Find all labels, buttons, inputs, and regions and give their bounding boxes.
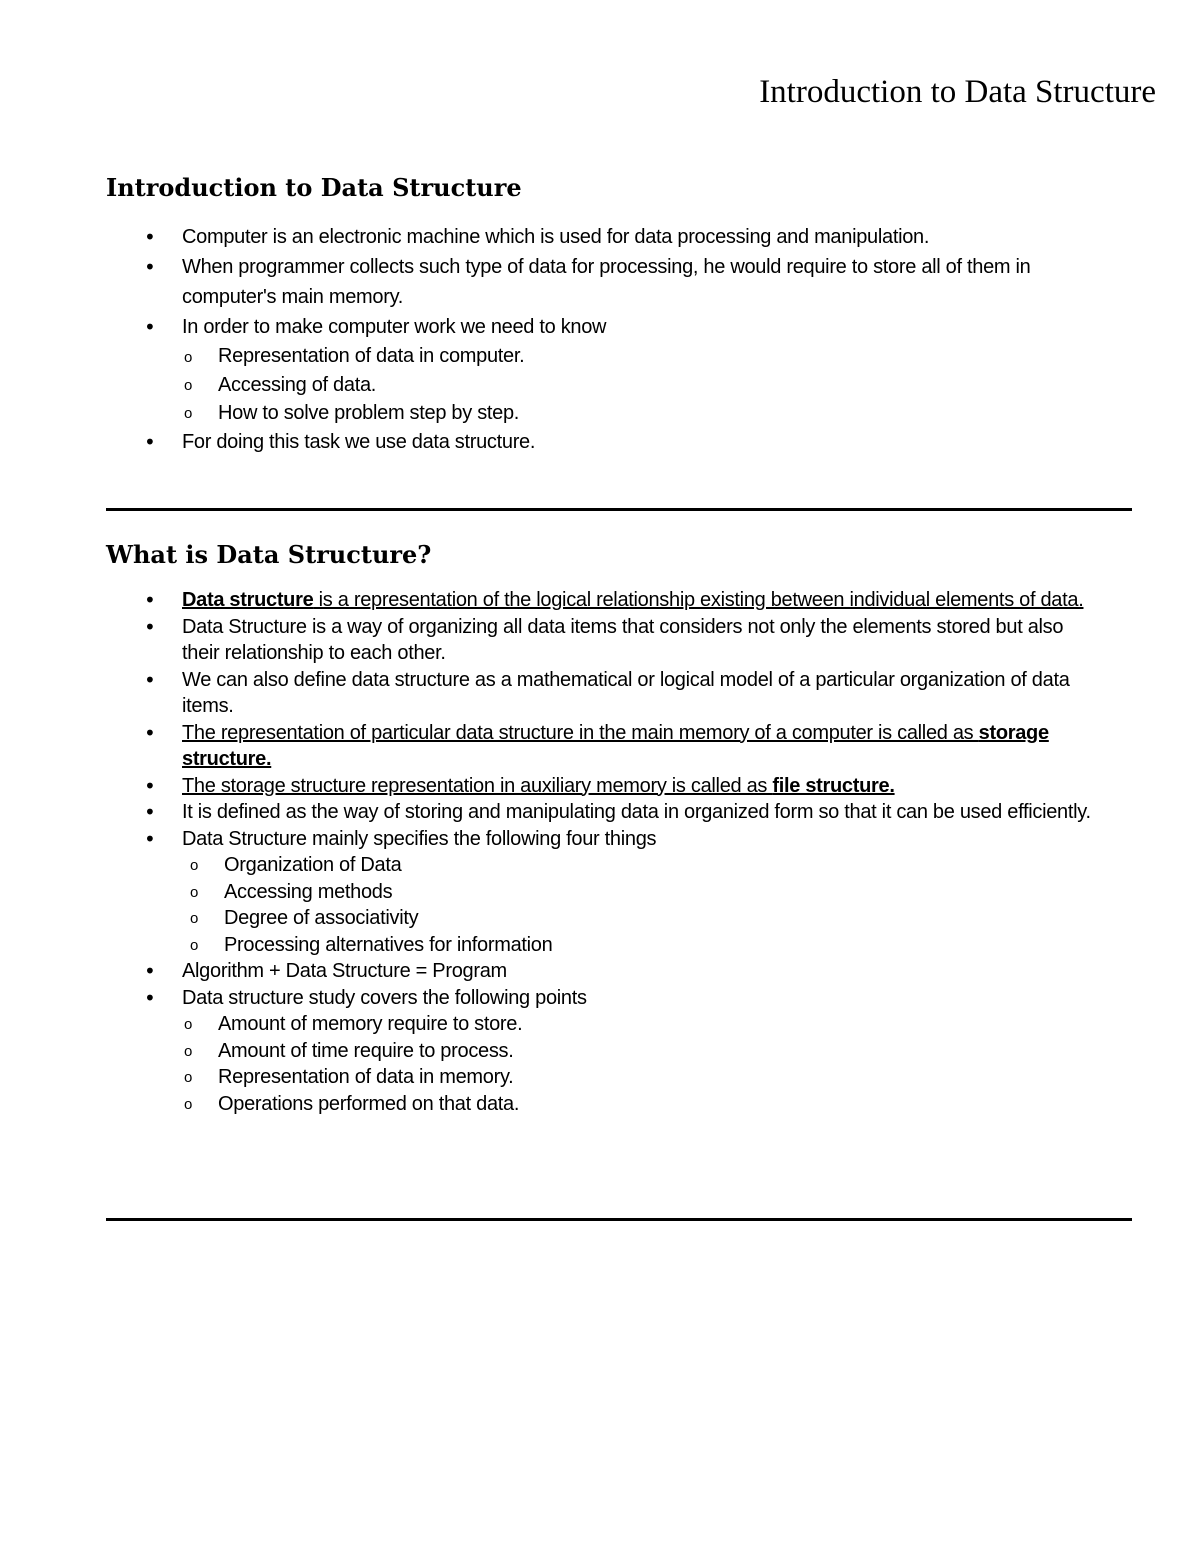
intro-bullet-list — [106, 222, 1096, 457]
sub-list-item: o Accessing methods — [106, 879, 1096, 906]
sub-list-item: o Representation of data in computer. — [106, 342, 1096, 371]
section-title-introduction: Introduction to Data Structure — [106, 173, 522, 202]
list-item: • Data structure study covers the following points — [106, 985, 1096, 1012]
section-title-what-is-data-structure: What is Data Structure? — [106, 540, 432, 569]
list-item-storage-structure: • The representation of particular data structure in the main memory of a computer is called as storage structure. — [106, 720, 1096, 773]
running-header: Introduction to Data Structure — [759, 74, 1156, 110]
sub-list-item: o Amount of memory require to store. — [106, 1011, 1096, 1038]
list-item: • Computer is an electronic machine which is used for data processing and manipulation. — [106, 222, 1096, 252]
list-item: • Data Structure is a way of organizing all data items that considers not only the elements stored but also their relationship to each other. — [106, 614, 1096, 667]
section-divider — [106, 1218, 1132, 1221]
sub-list-item: o Organization of Data — [106, 852, 1096, 879]
definition-bullet-list — [106, 587, 1096, 1117]
sub-list-item: o Accessing of data. — [106, 371, 1096, 399]
term-file-structure: file structure. — [772, 774, 895, 797]
list-item: • For doing this task we use data structure. — [106, 427, 1096, 457]
sub-list-item: o Degree of associativity — [106, 905, 1096, 932]
list-item-equation: • Algorithm + Data Structure = Program — [106, 958, 1096, 985]
sub-list-item: o Amount of time require to process. — [106, 1038, 1096, 1065]
list-item: • Data Structure mainly specifies the following four things — [106, 826, 1096, 853]
sub-list-item: o Representation of data in memory. — [106, 1064, 1096, 1091]
section-divider — [106, 508, 1132, 511]
sub-list-item: o How to solve problem step by step. — [106, 399, 1096, 427]
term-data-structure: Data structure — [182, 589, 314, 611]
list-item: • When programmer collects such type of data for processing, he would require to store all of them in computer's main memory. — [106, 252, 1096, 312]
list-item-file-structure: • The storage structure representation in auxiliary memory is called as file structure. — [106, 773, 1096, 800]
list-item: • It is defined as the way of storing and manipulating data in organized form so that it can be used efficiently. — [106, 799, 1096, 826]
list-item: • In order to make computer work we need to know — [106, 312, 1096, 342]
list-item: • We can also define data structure as a mathematical or logical model of a particular organization of data items. — [106, 667, 1096, 720]
list-item-definition: • Data structure is a representation of the logical relationship existing between individual elements of data. — [106, 587, 1096, 614]
term-storage-structure: storage structure. — [182, 721, 1049, 770]
sub-list-item: o Operations performed on that data. — [106, 1091, 1096, 1118]
sub-list-item: o Processing alternatives for information — [106, 932, 1096, 959]
